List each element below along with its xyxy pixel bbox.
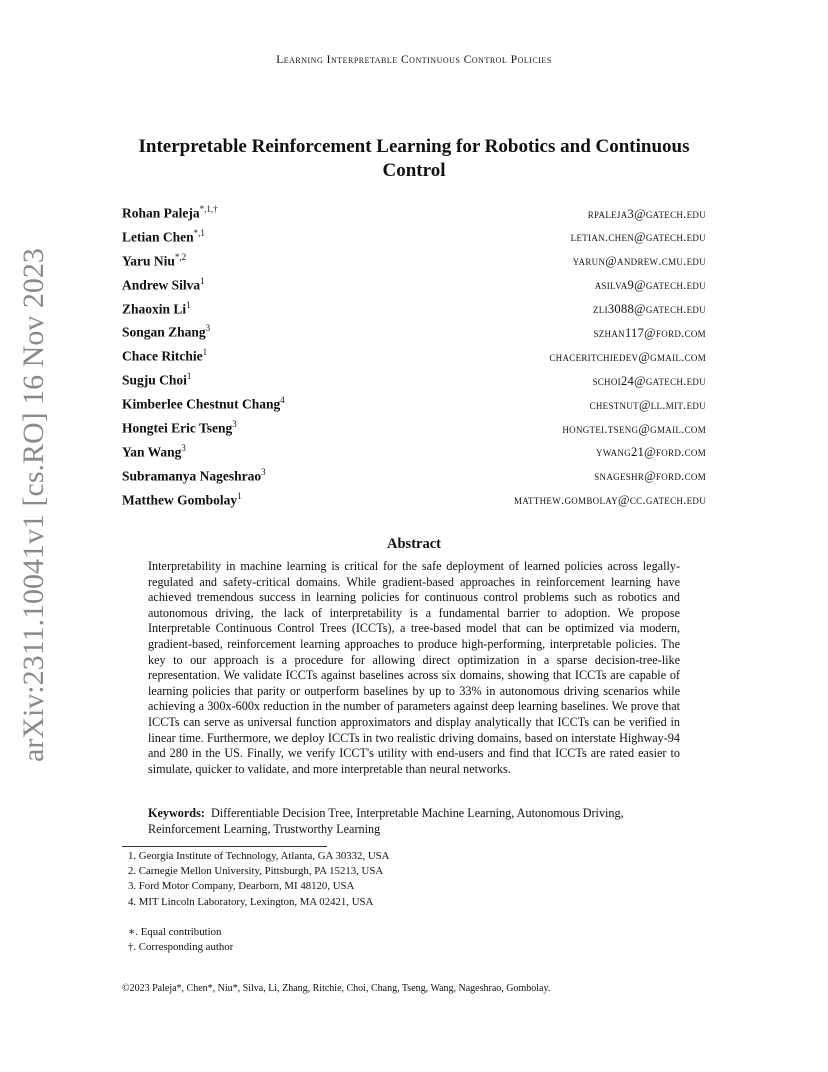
corresponding-author-note: †. Corresponding author [128,941,234,954]
affiliation-item: 1. Georgia Institute of Technology, Atlanta, GA 30332, USA [128,850,390,862]
running-head: Learning Interpretable Continuous Control Policies [276,54,552,66]
author-row [122,347,706,371]
author-email[interactable]: ywang21@ford.com [596,445,706,460]
author-name: Subramanya Nageshrao$^3$ [122,466,266,484]
author-name: Hongtei Eric Tseng$^3$ [122,419,237,436]
author-email[interactable]: hongtei.tseng@gmail.com [562,421,706,436]
author-email[interactable]: rpaleja3@gatech.edu [587,206,706,221]
author-list [122,204,706,515]
author-email[interactable]: snageshr@ford.com [594,469,706,484]
affiliation-item: 4. MIT Lincoln Laboratory, Lexington, MA 02421, USA [128,895,374,908]
arxiv-identifier: arXiv:2311.10041v1 [cs.RO] 16 Nov 2023 [17,248,50,762]
author-row [122,276,706,300]
author-email[interactable]: schoi24@gatech.edu [592,373,706,388]
affiliation-list [128,849,389,910]
author-name: Sugju Choi$^1$ [122,371,192,388]
title-line-2: Control [382,160,446,181]
abstract-body: Interpretability in machine learning is critical for the safe deployment of learned policies across legally-regulated and safety-critical domains. While gradient-based approaches in reinforcement learning have achieved tremendous success in learning policies for continuous control problems such as robotics and autonomous driving, the lack of interpretability is a fundamental barrier to adoption. We propose Interpretable Continuous Control Trees (ICCTs), a tree-based model that can be optimized via modern, gradient-based, reinforcement learning approaches to produce high-performing, interpretable policies. The key to our approach is a procedure for allowing direct optimization in a sparse decision-tree-like representation. We validate ICCTs against baselines across six domains, showing that ICCTs are capable of learning policies that parity or outperform baselines by up to 33% in autonomous driving scenarios while achieving a 300x-600x reduction in the number of parameters against deep learning baselines. We prove that ICCTs can serve as universal function approximators and display analytically that ICCTs can be verified in linear time. Furthermore, we deploy ICCTs in two realistic driving domains, based on interstate Highway-94 and 280 in the US. Finally, we verify ICCT's utility with end-users and find that ICCTs are rated easier to simulate, quicker to validate, and more interpretable than neural networks. [148,559,680,776]
author-name: Zhaoxin Li$^1$ [122,299,191,317]
author-row [122,300,706,324]
author-name: Yaru Niu$^{*,2}$ [122,251,187,269]
author-name: Chace Ritchie$^1$ [122,347,208,364]
author-email[interactable]: letian.chen@gatech.edu [570,230,706,245]
footnote-divider [122,846,327,847]
author-row [122,491,706,515]
author-row [122,395,706,419]
author-name: Andrew Silva$^1$ [122,275,205,293]
author-row [122,371,706,395]
affiliation-item: 3. Ford Motor Company, Dearborn, MI 48120, USA [128,880,355,893]
author-row [122,204,706,228]
author-name: Rohan Paleja$^{*,1,\dagger}$ [122,204,218,221]
author-row [122,419,706,443]
author-row [122,323,706,347]
author-row [122,228,706,252]
keywords [148,806,680,837]
copyright-notice: ©2023 Paleja*, Chen*, Niu*, Silva, Li, Zhang, Ritchie, Choi, Chang, Tseng, Wang, Nageshrao, Gombolay. [122,983,551,994]
author-email[interactable]: matthew.gombolay@cc.gatech.edu [513,493,706,508]
affiliation-item: 2. Carnegie Mellon University, Pittsburgh, PA 15213, USA [128,865,384,878]
author-email[interactable]: asilva9@gatech.edu [594,278,706,293]
author-email[interactable]: szhan117@ford.com [593,325,706,340]
author-row [122,252,706,276]
author-name: Songan Zhang$^3$ [122,323,211,340]
author-row [122,443,706,467]
equal-contribution-note: ∗. Equal contribution [128,926,222,938]
author-row [122,467,706,491]
title-line-1: Interpretable Reinforcement Learning for Robotics and Continuous [138,136,690,157]
footnote-notes [128,925,233,955]
author-email[interactable]: chestnut@ll.mit.edu [589,397,706,412]
author-email[interactable]: yarun@andrew.cmu.edu [572,254,706,269]
paper-title [110,135,718,183]
author-name: Letian Chen$^{*,1}$ [122,227,205,245]
author-name: Yan Wang$^3$ [122,442,186,460]
keywords-text: Differentiable Decision Tree, Interpretable Machine Learning, Autonomous Driving, Reinforcement Learning, Trustworthy Learning [148,806,624,836]
author-name: Kimberlee Chestnut Chang$^4$ [122,395,285,412]
author-name: Matthew Gombolay$^1$ [122,490,242,508]
abstract-heading: Abstract [387,536,441,552]
author-email[interactable]: chaceritchiedev@gmail.com [549,349,706,364]
author-email[interactable]: zli3088@gatech.edu [592,302,706,317]
keywords-label: Keywords: [148,806,205,820]
